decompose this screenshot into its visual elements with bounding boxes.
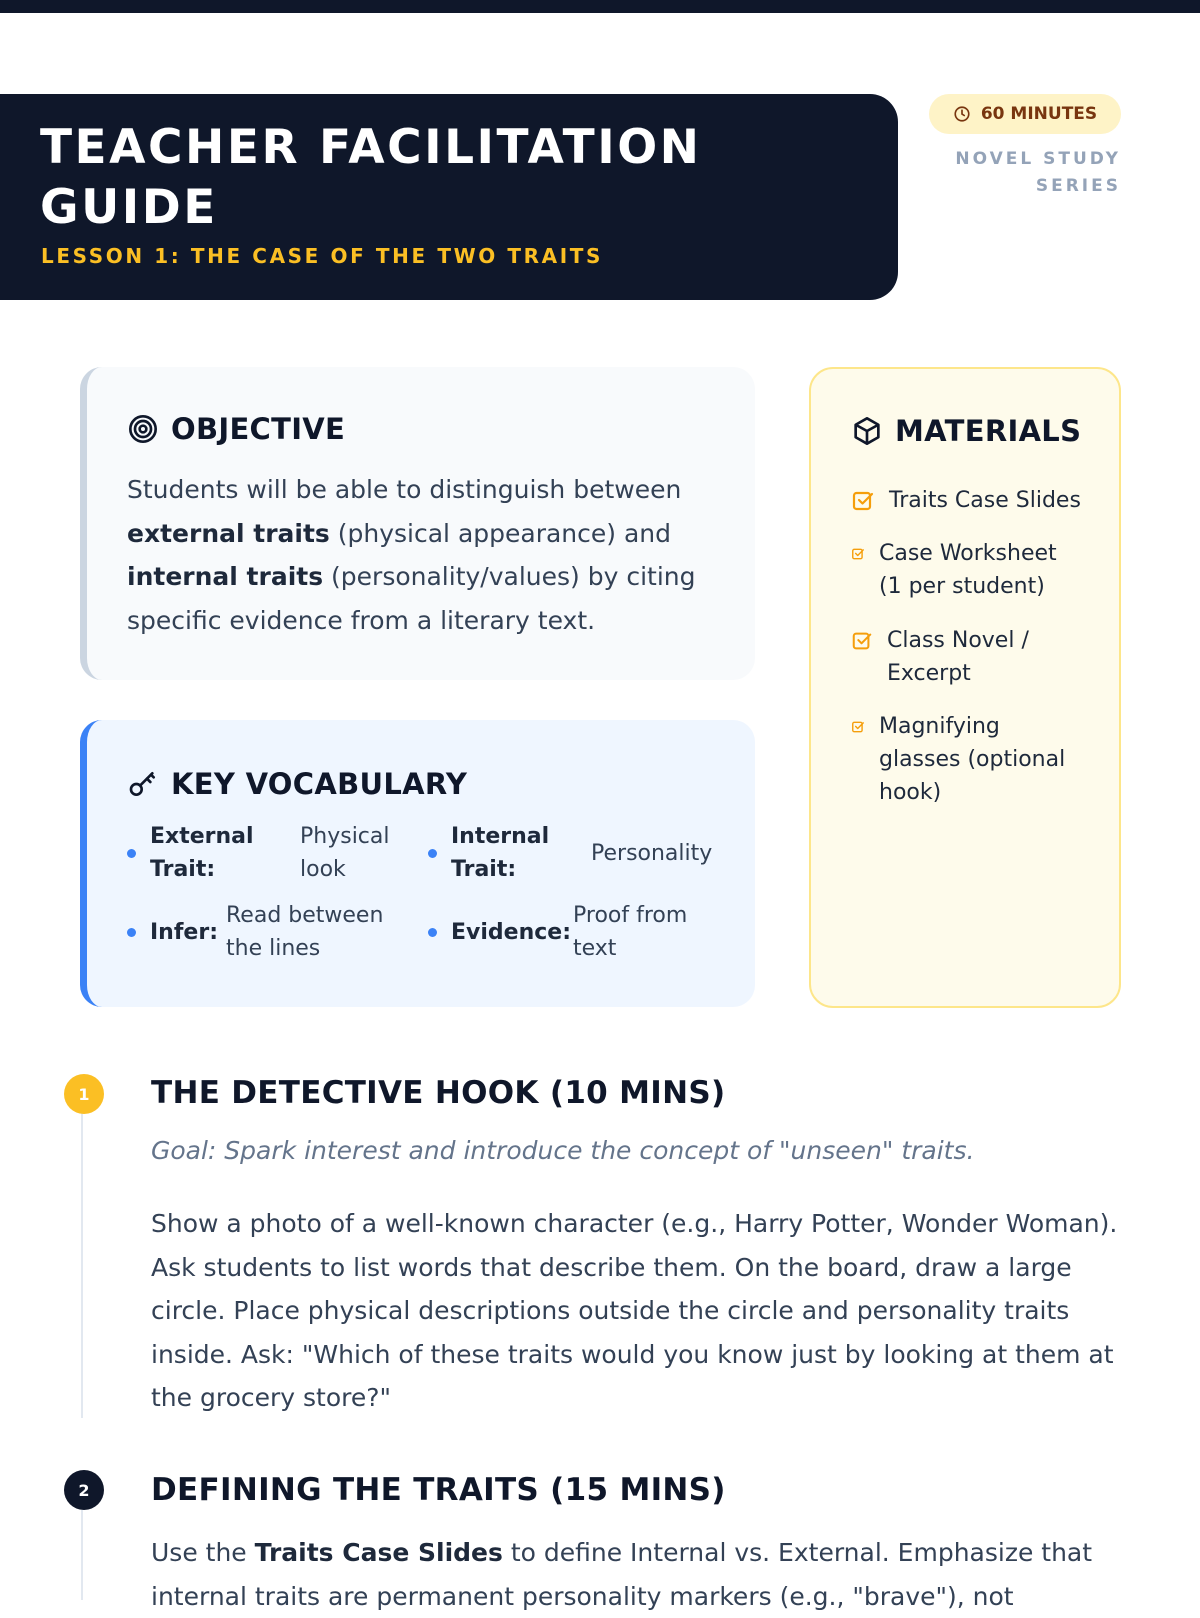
clock-icon [953, 105, 971, 123]
checkbox-icon [851, 547, 865, 561]
material-item [851, 537, 1069, 603]
vocab-item [428, 820, 712, 886]
step-number-badge: 2 [64, 1470, 104, 1510]
material-label: Case Worksheet (1 per student) [879, 541, 1057, 599]
step-title: DEFINING THE TRAITS (15 MINS) [151, 1472, 726, 1508]
title-banner [0, 94, 898, 300]
checkbox-icon [851, 489, 875, 513]
vocab-definition: Read between the lines [226, 903, 384, 961]
box-icon [851, 415, 883, 447]
vocab-term: Evidence: [451, 919, 572, 945]
objective-text-part: (physical appearance) and [329, 518, 672, 548]
vocab-definition: Personality [591, 840, 713, 866]
vocab-definition: Physical look [300, 824, 390, 882]
step-body-part: Use the [151, 1538, 255, 1567]
objective-card [80, 367, 755, 680]
top-bar [0, 0, 1200, 13]
material-item [851, 710, 1079, 809]
objective-text-part: Students will be able to distinguish between [127, 475, 682, 504]
materials-heading [851, 414, 1081, 448]
vocab-term: External Trait: [150, 824, 254, 882]
step-goal: Goal: Spark interest and introduce the concept of "unseen" traits. [151, 1136, 975, 1165]
vocab-item [127, 820, 400, 886]
step-body-part: to define Internal vs. External. Emphasize that internal traits are permanent personality markers (e.g., "brave"), not [151, 1538, 1093, 1611]
target-icon [127, 413, 159, 445]
bullet-dot [428, 849, 437, 858]
step-title: THE DETECTIVE HOOK (10 MINS) [151, 1075, 726, 1111]
bullet-dot [127, 928, 136, 937]
step-body-emphasis: Traits Case Slides [254, 1538, 503, 1567]
bullet-dot [428, 928, 437, 937]
checkbox-icon [851, 630, 873, 652]
vocabulary-heading-text: KEY VOCABULARY [171, 767, 468, 801]
materials-heading-text: MATERIALS [895, 414, 1082, 448]
step-body: Show a photo of a well-known character (e.g., Harry Potter, Wonder Woman). Ask students to list words that describe them. On the board, draw a large circle. Place physical descriptions outside the circle and personality traits inside. Ask: "Which of these traits would you know just by looking at them at the grocery store?" [151, 1209, 1118, 1412]
page-title: TEACHER FACILITATION GUIDE [40, 120, 702, 235]
material-label: Magnifying glasses (optional hook) [879, 714, 1066, 805]
material-label: Traits Case Slides [889, 488, 1081, 513]
objective-term-external: external traits [127, 518, 330, 548]
material-item [851, 624, 1047, 690]
vocab-term: Infer: [150, 919, 218, 945]
timeline-line [81, 1510, 83, 1600]
duration-text: 60 MINUTES [980, 104, 1098, 124]
duration-badge [929, 94, 1121, 134]
vocab-item [428, 899, 723, 965]
vocab-definition: Proof from text [573, 903, 688, 961]
vocabulary-card [80, 720, 755, 1007]
objective-term-internal: internal traits [127, 562, 324, 591]
lesson-subtitle: LESSON 1: THE CASE OF THE TWO TRAITS [41, 244, 603, 268]
objective-heading [127, 412, 345, 446]
step-body [151, 1531, 1121, 1618]
objective-text [127, 468, 697, 642]
series-label: NOVEL STUDY SERIES [955, 149, 1121, 196]
objective-heading-text: OBJECTIVE [171, 412, 346, 446]
bullet-dot [127, 849, 136, 858]
vocabulary-heading [127, 767, 467, 801]
step-number-badge: 1 [64, 1074, 104, 1114]
material-item [851, 484, 1081, 517]
checkbox-icon [851, 720, 865, 734]
materials-card [809, 367, 1121, 1008]
vocab-item [127, 899, 406, 965]
timeline-line [81, 1098, 83, 1418]
objective-text-part: (personality/values) by citing specific evidence from a literary text. [127, 562, 696, 635]
vocab-term: Internal Trait: [451, 824, 550, 882]
material-label: Class Novel / Excerpt [887, 628, 1029, 686]
key-icon [127, 768, 159, 800]
